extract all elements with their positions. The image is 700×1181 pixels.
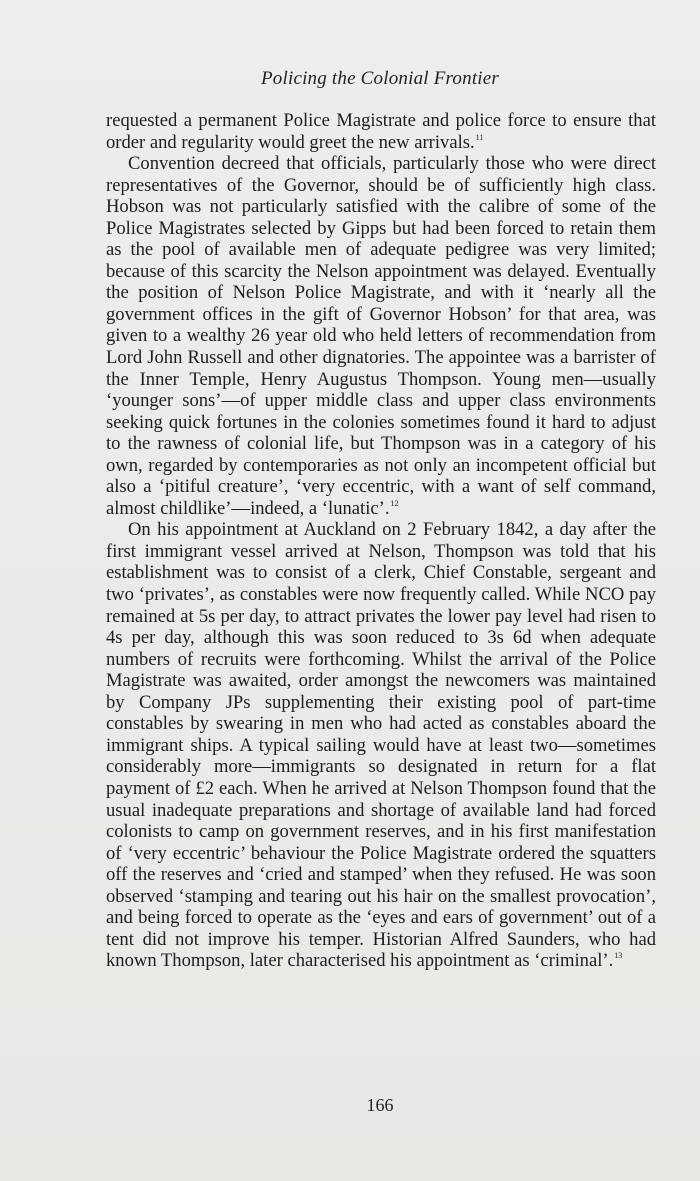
footnote-marker-11[interactable]: 11 bbox=[475, 132, 484, 142]
paragraph-1-text: requested a permanent Police Magistrate and police force to ensure that order and regularity would greet the new arrivals. bbox=[106, 110, 656, 153]
page-number: 166 bbox=[366, 1095, 394, 1115]
paragraph-1 bbox=[106, 110, 656, 153]
running-head: Policing the Colonial Frontier bbox=[260, 68, 500, 89]
footnote-marker-12[interactable]: 12 bbox=[390, 498, 399, 508]
footnote-marker-13[interactable]: 13 bbox=[614, 951, 623, 961]
paragraph-2 bbox=[106, 153, 656, 519]
paragraph-2-text: Convention decreed that officials, particularly those who were direct representatives of the Governor, should be of sufficiently high class. Hobson was not particularly satisfied with the calibre of some of the Police Magistrates selected by Gipps but had been forced to retain them as the pool of available men of adequate pedigree was very limited; because of this scarcity the Nelson appointment was delayed. Eventually the position of Nelson Police Magistrate, and with it ‘nearly all the government offices in the gift of Governor Hobson’ for that area, was given to a wealthy 26 year old who held letters of recommendation from Lord John Russell and other dignatories. The appointee was a barrister of the Inner Temple, Henry Augustus Thompson. Young men—usually ‘younger sons’—of upper middle class and upper class environments seeking quick fortunes in the colonies sometimes found it hard to adjust to the rawness of colonial life, but Thompson was in a category of his own, regarded by contemporaries as not only an incompetent official but also a ‘pitiful creature’, ‘very eccentric, with a want of self command, almost childlike’—indeed, a ‘lunatic’. bbox=[106, 153, 656, 519]
body-text bbox=[106, 110, 656, 972]
paragraph-3-text: On his appointment at Auckland on 2 February 1842, a day after the first immigrant vessel arrived at Nelson, Thompson was told that his establishment was to consist of a clerk, Chief Constable, sergeant and two ‘privates’, as constables were now frequently called. While NCO pay remained at 5s per day, to attract privates the lower pay level had risen to 4s per day, although this was soon reduced to 3s 6d when adequate numbers of recruits were forthcoming. Whilst the arrival of the Police Magistrate was awaited, order amongst the newcomers was maintained by Company JPs supplementing their existing pool of part-time constables by swearing in men who had acted as constables aboard the immigrant ships. A typical sailing would have at least two—sometimes considerably more—immigrants so designated in return for a flat payment of £2 each. When he arrived at Nelson Thompson found that the usual inadequate preparations and shortage of available land had forced colonists to camp on government reserves, and in his first manifestation of ‘very eccentric’ behaviour the Police Magistrate ordered the squatters off the reserves and ‘cried and stamped’ when they refused. He was soon observed ‘stamping and tearing out his hair on the smallest provocation’, and being forced to operate as the ‘eyes and ears of government’ out of a tent did not improve his temper. Historian Alfred Saunders, who had known Thompson, later characterised his appointment as ‘criminal’. bbox=[106, 519, 656, 972]
paragraph-3 bbox=[106, 519, 656, 971]
